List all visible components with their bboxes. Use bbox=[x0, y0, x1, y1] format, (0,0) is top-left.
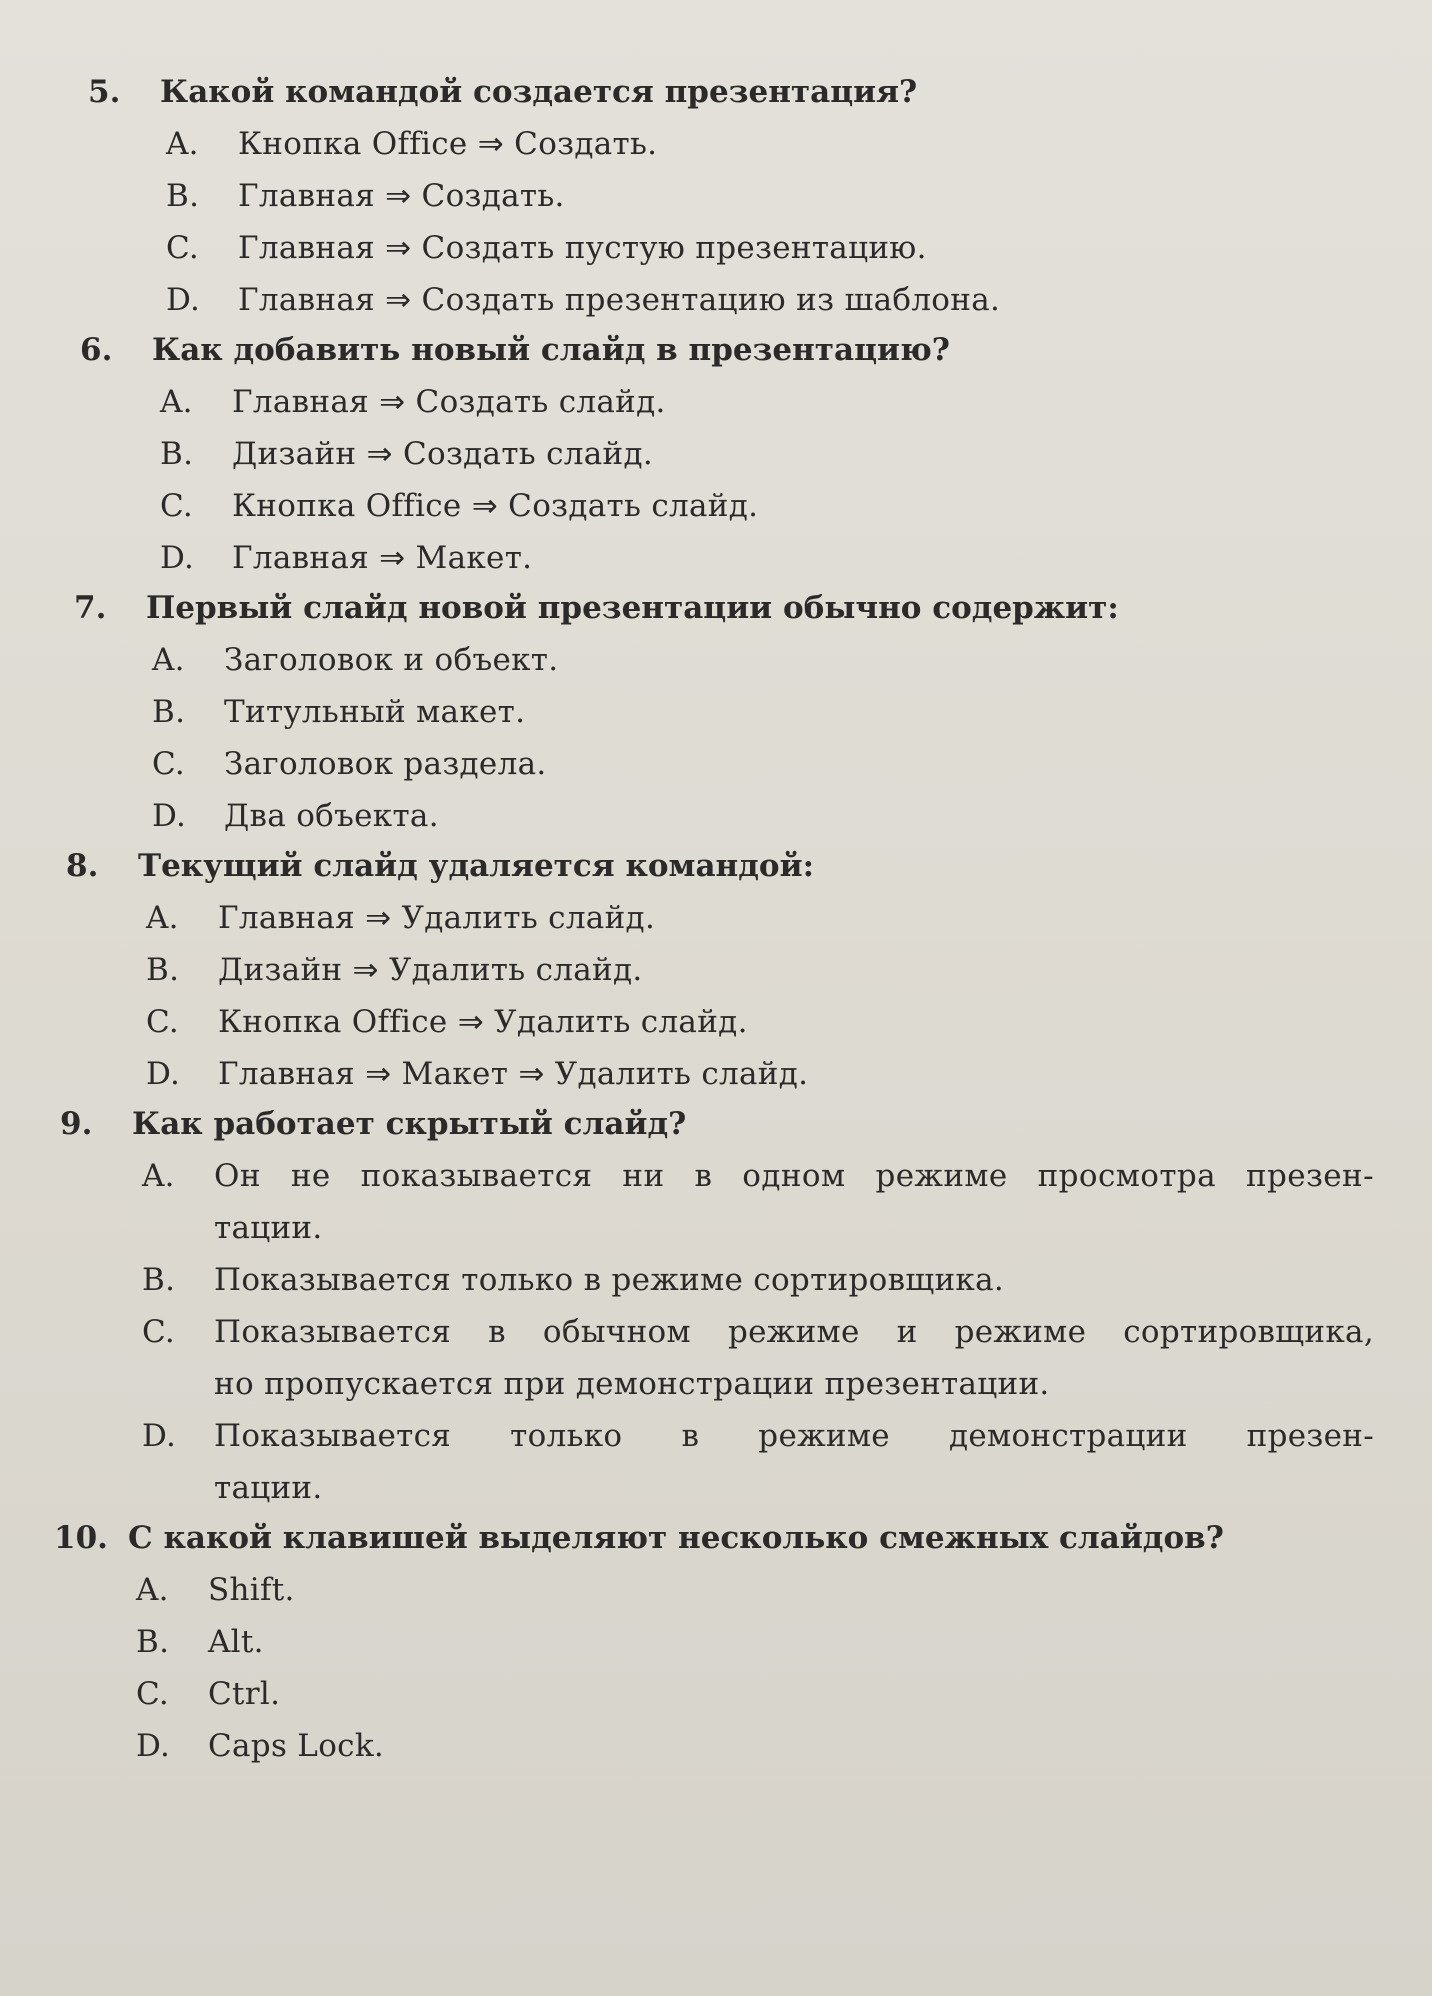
option-text: Два объекта. bbox=[224, 798, 439, 834]
option-d bbox=[0, 790, 1432, 842]
option-text: Кнопка Office ⇒ Создать слайд. bbox=[232, 488, 759, 524]
option-text bbox=[214, 1410, 1374, 1514]
option-c bbox=[0, 1668, 1432, 1720]
question-text: С какой клавишей выделяют несколько смежных слайдов? bbox=[128, 1520, 1224, 1556]
option-text: Заголовок и объект. bbox=[224, 642, 559, 678]
implies-arrow-icon: ⇒ bbox=[477, 126, 505, 162]
option-letter: D. bbox=[160, 540, 195, 576]
option-text: Дизайн ⇒ Удалить слайд. bbox=[218, 952, 643, 988]
option-text: Главная ⇒ Создать. bbox=[238, 178, 565, 214]
option-d bbox=[0, 1410, 1432, 1514]
question-text: Какой командой создается презентация? bbox=[160, 74, 918, 110]
option-letter: C. bbox=[142, 1314, 176, 1350]
option-letter: D. bbox=[152, 798, 187, 834]
option-c bbox=[0, 1306, 1432, 1410]
question-number: 8. bbox=[66, 848, 99, 884]
option-a bbox=[0, 892, 1432, 944]
implies-arrow-icon: ⇒ bbox=[385, 282, 412, 318]
option-letter: C. bbox=[146, 1004, 180, 1040]
option-letter: B. bbox=[142, 1262, 176, 1298]
option-letter: B. bbox=[146, 952, 180, 988]
option-d bbox=[0, 274, 1432, 326]
question-number: 5. bbox=[88, 74, 121, 110]
option-text: Заголовок раздела. bbox=[224, 746, 547, 782]
option-text: Кнопка Office ⇒ Удалить слайд. bbox=[218, 1004, 748, 1040]
option-a bbox=[0, 118, 1432, 170]
question-heading bbox=[0, 1100, 1432, 1150]
option-a bbox=[0, 1150, 1432, 1254]
option-text: Главная ⇒ Удалить слайд. bbox=[218, 900, 656, 936]
option-line: Показывается только в режиме демонстрации презен- bbox=[214, 1418, 1374, 1454]
question-number: 10. bbox=[54, 1520, 108, 1556]
option-letter: A. bbox=[152, 642, 185, 678]
option-letter: D. bbox=[136, 1728, 171, 1764]
question-text: Первый слайд новой презентации обычно содержит: bbox=[146, 590, 1119, 626]
implies-arrow-icon: ⇒ bbox=[385, 178, 412, 214]
question-heading bbox=[0, 584, 1432, 634]
implies-arrow-icon: ⇒ bbox=[379, 384, 406, 420]
option-text: Shift. bbox=[208, 1572, 295, 1608]
option-letter: D. bbox=[146, 1056, 181, 1092]
question-text: Как добавить новый слайд в презентацию? bbox=[152, 332, 950, 368]
option-line: тации. bbox=[214, 1210, 323, 1246]
option-c bbox=[0, 222, 1432, 274]
option-c bbox=[0, 996, 1432, 1048]
question-heading bbox=[0, 1514, 1432, 1564]
option-letter: C. bbox=[136, 1676, 170, 1712]
option-letter: B. bbox=[166, 178, 200, 214]
option-text: Главная ⇒ Макет ⇒ Удалить слайд. bbox=[218, 1056, 809, 1092]
option-c bbox=[0, 480, 1432, 532]
option-text bbox=[214, 1254, 1374, 1306]
option-text bbox=[214, 1150, 1374, 1254]
option-line: тации. bbox=[214, 1470, 323, 1506]
question-9 bbox=[0, 1100, 1432, 1514]
option-letter: C. bbox=[166, 230, 200, 266]
option-text: Ctrl. bbox=[208, 1676, 281, 1712]
option-b bbox=[0, 944, 1432, 996]
option-text bbox=[214, 1306, 1374, 1410]
question-7 bbox=[0, 584, 1432, 842]
option-letter: A. bbox=[160, 384, 193, 420]
option-text: Главная ⇒ Создать слайд. bbox=[232, 384, 666, 420]
question-number: 9. bbox=[60, 1106, 93, 1142]
option-text: Главная ⇒ Создать презентацию из шаблона. bbox=[238, 282, 1001, 318]
question-5 bbox=[0, 68, 1432, 326]
option-line: Показывается в обычном режиме и режиме сортировщика, bbox=[214, 1314, 1374, 1350]
option-letter: B. bbox=[160, 436, 194, 472]
option-letter: A. bbox=[136, 1572, 169, 1608]
question-heading bbox=[0, 326, 1432, 376]
question-number: 7. bbox=[74, 590, 107, 626]
option-letter: C. bbox=[152, 746, 186, 782]
implies-arrow-icon: ⇒ bbox=[471, 488, 499, 524]
question-10 bbox=[0, 1514, 1432, 1772]
option-d bbox=[0, 532, 1432, 584]
option-text: Главная ⇒ Макет. bbox=[232, 540, 533, 576]
question-heading bbox=[0, 68, 1432, 118]
option-a bbox=[0, 634, 1432, 686]
option-b bbox=[0, 686, 1432, 738]
option-d bbox=[0, 1720, 1432, 1772]
option-text: Кнопка Office ⇒ Создать. bbox=[238, 126, 658, 162]
question-text: Как работает скрытый слайд? bbox=[132, 1106, 687, 1142]
question-text: Текущий слайд удаляется командой: bbox=[138, 848, 815, 884]
option-letter: D. bbox=[142, 1418, 177, 1454]
question-number: 6. bbox=[80, 332, 113, 368]
option-letter: A. bbox=[146, 900, 179, 936]
option-b bbox=[0, 428, 1432, 480]
option-letter: D. bbox=[166, 282, 201, 318]
option-b bbox=[0, 1254, 1432, 1306]
option-c bbox=[0, 738, 1432, 790]
option-d bbox=[0, 1048, 1432, 1100]
option-text: Главная ⇒ Создать пустую презентацию. bbox=[238, 230, 927, 266]
question-heading bbox=[0, 842, 1432, 892]
option-a bbox=[0, 376, 1432, 428]
option-b bbox=[0, 1616, 1432, 1668]
option-line: Он не показывается ни в одном режиме просмотра презен- bbox=[214, 1158, 1374, 1194]
question-6 bbox=[0, 326, 1432, 584]
implies-arrow-icon: ⇒ bbox=[379, 540, 406, 576]
option-letter: B. bbox=[152, 694, 186, 730]
option-letter: A. bbox=[166, 126, 199, 162]
implies-arrow-icon: ⇒ bbox=[457, 1004, 485, 1040]
option-letter: B. bbox=[136, 1624, 170, 1660]
question-8 bbox=[0, 842, 1432, 1100]
option-text: Caps Lock. bbox=[208, 1728, 385, 1764]
option-a bbox=[0, 1564, 1432, 1616]
implies-arrow-icon: ⇒ bbox=[366, 436, 393, 472]
option-b bbox=[0, 170, 1432, 222]
option-letter: C. bbox=[160, 488, 194, 524]
option-letter: A. bbox=[142, 1158, 175, 1194]
option-line: Показывается только в режиме сортировщика. bbox=[214, 1262, 1005, 1298]
option-text: Титульный макет. bbox=[224, 694, 526, 730]
implies-arrow-icon: ⇒ bbox=[352, 952, 379, 988]
option-line: но пропускается при демонстрации презентации. bbox=[214, 1366, 1050, 1402]
implies-arrow-icon: ⇒ bbox=[385, 230, 412, 266]
implies-arrow-icon: ⇒ bbox=[365, 1056, 392, 1092]
implies-arrow-icon: ⇒ bbox=[518, 1056, 545, 1092]
implies-arrow-icon: ⇒ bbox=[365, 900, 392, 936]
option-text: Alt. bbox=[208, 1624, 264, 1660]
option-text: Дизайн ⇒ Создать слайд. bbox=[232, 436, 654, 472]
